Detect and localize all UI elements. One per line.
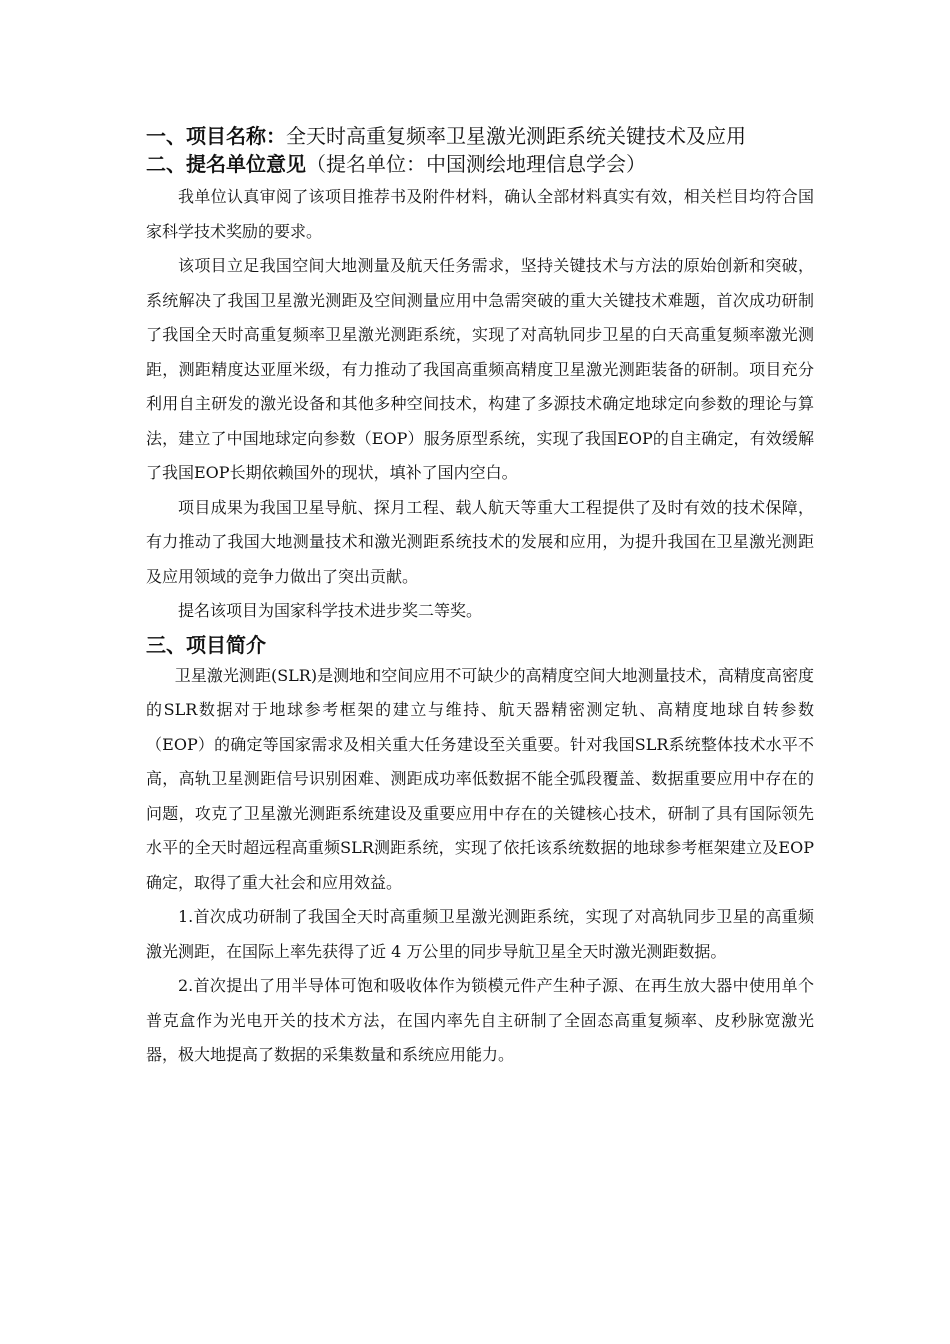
project-name-heading bbox=[146, 122, 814, 150]
nominator-opinion-label: 二、提名单位意见 bbox=[146, 152, 306, 176]
intro-paragraph: 1.首次成功研制了我国全天时高重频卫星激光测距系统，实现了对高轨同步卫星的高重频激光测距，在国际上率先获得了近 4 万公里的同步导航卫星全天时激光测距数据。 bbox=[146, 907, 814, 961]
document-content bbox=[146, 122, 814, 1073]
opinion-paragraph: 项目成果为我国卫星导航、探月工程、载人航天等重大工程提供了及时有效的技术保障，有力推动了我国大地测量技术和激光测距系统技术的发展和应用，为提升我国在卫星激光测距及应用领域的竞争力做出了突出贡献。 bbox=[146, 497, 814, 586]
project-intro-heading: 三、项目简介 bbox=[146, 632, 266, 657]
nominator-opinion-heading bbox=[146, 150, 814, 178]
opinion-paragraph: 该项目立足我国空间大地测量及航天任务需求，坚持关键技术与方法的原始创新和突破，系统解决了我国卫星激光测距及空间测量应用中急需突破的重大关键技术难题，首次成功研制了我国全天时高重复频率卫星激光测距系统，实现了对高轨同步卫星的白天高重复频率激光测距，测距精度达亚厘米级，有力推动了我国高重频高精度卫星激光测距装备的研制。项目充分利用自主研发的激光设备和其他多种空间技术，构建了多源技术确定地球定向参数的理论与算法，建立了中国地球定向参数（EOP）服务原型系统，实现了我国EOP的自主确定，有效缓解了我国EOP长期依赖国外的现状，填补了国内空白。 bbox=[146, 256, 814, 482]
project-name-label: 一、项目名称： bbox=[146, 124, 286, 148]
opinion-paragraph: 我单位认真审阅了该项目推荐书及附件材料，确认全部材料真实有效，相关栏目均符合国家科学技术奖励的要求。 bbox=[146, 187, 814, 241]
intro-paragraph: 卫星激光测距(SLR)是测地和空间应用不可缺少的高精度空间大地测量技术，高精度高密度的SLR数据对于地球参考框架的建立与维持、航天器精密测定轨、高精度地球自转参数（EOP）的确定等国家需求及相关重大任务建设至关重要。针对我国SLR系统整体技术水平不高，高轨卫星测距信号识别困难、测距成功率低数据不能全弧段覆盖、数据重要应用中存在的问题，攻克了卫星激光测距系统建设及重要应用中存在的关键核心技术，研制了具有国际领先水平的全天时超远程高重频SLR测距系统，实现了依托该系统数据的地球参考框架建立及EOP确定，取得了重大社会和应用效益。 bbox=[146, 665, 814, 892]
intro-paragraph: 2.首次提出了用半导体可饱和吸收体作为锁模元件产生种子源、在再生放大器中使用单个普克盒作为光电开关的技术方法，在国内率先自主研制了全固态高重复频率、皮秒脉宽激光器，极大地提高了数据的采集数量和系统应用能力。 bbox=[146, 976, 814, 1064]
nominator-unit: （提名单位：中国测绘地理信息学会） bbox=[306, 152, 646, 176]
project-name-value: 全天时高重复频率卫星激光测距系统关键技术及应用 bbox=[286, 124, 746, 148]
opinion-paragraph: 提名该项目为国家科学技术进步奖二等奖。 bbox=[178, 601, 483, 620]
